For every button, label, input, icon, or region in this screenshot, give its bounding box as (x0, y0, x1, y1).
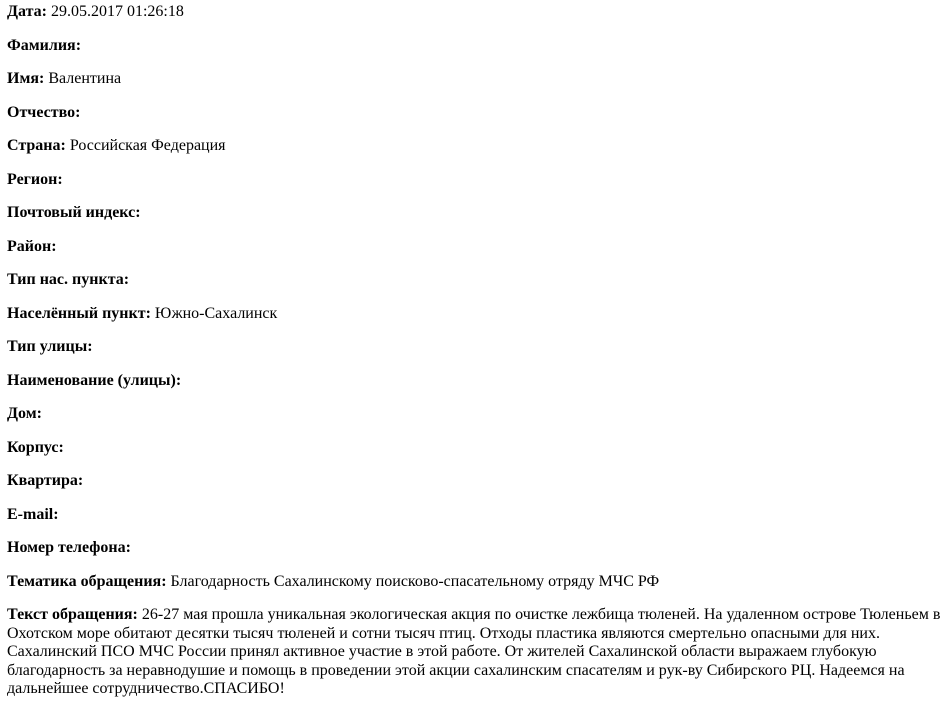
field-subject-value: Благодарность Сахалинскому поисково-спасательному отряду МЧС РФ (170, 572, 660, 590)
field-subject-label: Тематика обращения: (7, 572, 167, 590)
field-country-value: Российская Федерация (69, 137, 226, 154)
field-phone-label: Номер телефона: (7, 539, 131, 556)
field-date (7, 3, 941, 22)
field-region (7, 171, 941, 190)
field-district (7, 238, 941, 257)
field-settlement-type (7, 271, 941, 290)
field-firstname (7, 70, 941, 89)
field-surname (7, 37, 941, 56)
field-region-label: Регион: (7, 170, 63, 188)
field-date-value: 29.05.2017 01:26:18 (50, 3, 184, 20)
field-street-name (7, 372, 941, 391)
field-phone (7, 539, 941, 558)
field-street-type (7, 338, 941, 357)
field-settlement-type-label: Тип нас. пункта: (7, 271, 130, 288)
field-settlement-label: Населённый пункт: (7, 304, 151, 322)
field-patronymic-label: Отчество: (7, 103, 81, 121)
field-subject (7, 573, 941, 592)
field-settlement-value: Южно-Сахалинск (154, 304, 278, 322)
field-country (7, 137, 941, 156)
field-house-label: Дом: (7, 405, 42, 422)
field-apartment-label: Квартира: (7, 472, 84, 489)
field-building-label: Корпус: (7, 438, 64, 456)
field-apartment (7, 472, 941, 491)
field-postal-code (7, 204, 941, 223)
field-street-type-label: Тип улицы: (7, 338, 93, 355)
field-street-name-label: Наименование (улицы): (7, 371, 182, 389)
field-message (7, 606, 941, 699)
field-postal-code-label: Почтовый индекс: (7, 204, 141, 221)
field-house (7, 405, 941, 424)
field-district-label: Район: (7, 237, 57, 255)
field-settlement (7, 305, 941, 324)
field-email-label: E-mail: (7, 505, 59, 523)
field-patronymic (7, 104, 941, 123)
field-firstname-value: Валентина (48, 70, 122, 87)
field-surname-label: Фамилия: (7, 36, 82, 54)
field-message-label: Текст обращения: (7, 606, 138, 623)
field-message-value: 26-27 мая прошла уникальная экологическая акция по очистке лежбища тюленей. На удаленном острове Тюленьем в Охотском море обитают десятки тысяч тюленей и сотни тысяч птиц. Отходы пластика являются смертельно опасными для них. Сахалинский ПСО МЧС России принял активное участие в этой работе. От жителей Сахалинской области выражаем глубокую благодарность за неравнодушие и помощь в проведении этой акции сахалинским спасателям и рук-ву Сибирского РЦ. Надеемся на дальнейшее сотрудничество.СПАСИБО! (7, 606, 941, 697)
field-building (7, 439, 941, 458)
field-date-label: Дата: (7, 3, 47, 20)
field-email (7, 506, 941, 525)
field-country-label: Страна: (7, 137, 66, 154)
field-firstname-label: Имя: (7, 70, 45, 87)
